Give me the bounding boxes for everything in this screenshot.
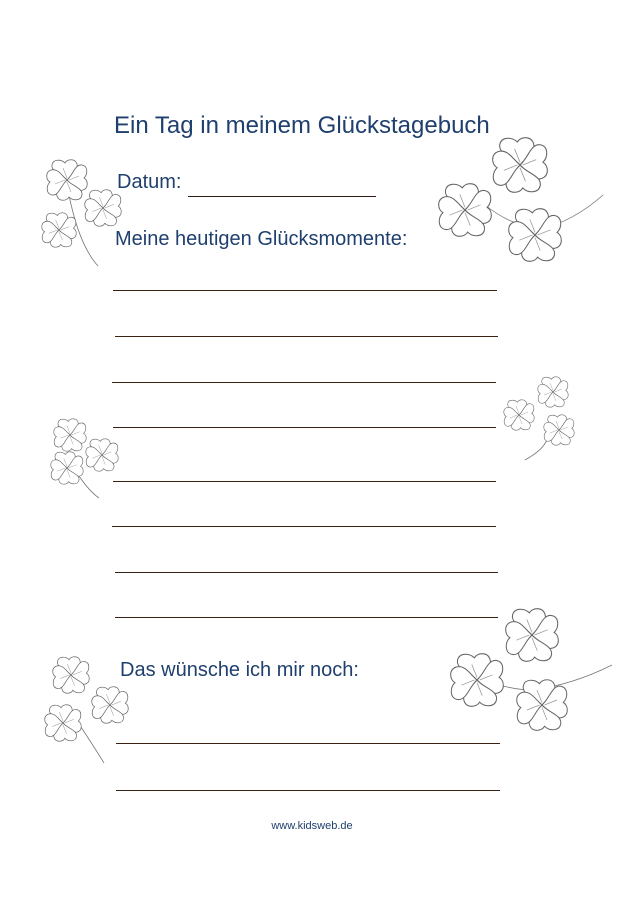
moment-line[interactable] bbox=[112, 382, 496, 383]
four-leaf-clover-icon bbox=[38, 645, 138, 765]
wish-label: Das wünsche ich mir noch: bbox=[120, 659, 359, 681]
moment-line[interactable] bbox=[115, 572, 498, 573]
wish-line[interactable] bbox=[116, 790, 500, 791]
four-leaf-clover-icon bbox=[42, 410, 132, 505]
footer-url: www.kidsweb.de bbox=[271, 820, 353, 832]
moment-line[interactable] bbox=[112, 526, 496, 527]
page-title: Ein Tag in meinem Glückstagebuch bbox=[114, 112, 490, 139]
four-leaf-clover-icon bbox=[425, 125, 610, 275]
moment-line[interactable] bbox=[113, 290, 497, 291]
date-input-line[interactable] bbox=[188, 196, 376, 197]
date-label: Datum: bbox=[117, 171, 182, 193]
moment-line[interactable] bbox=[115, 336, 498, 337]
four-leaf-clover-icon bbox=[432, 595, 617, 750]
four-leaf-clover-icon bbox=[497, 370, 587, 465]
moment-line[interactable] bbox=[113, 427, 496, 428]
moment-line[interactable] bbox=[113, 481, 496, 482]
four-leaf-clover-icon bbox=[75, 180, 135, 240]
moments-label: Meine heutigen Glücksmomente: bbox=[115, 228, 408, 250]
